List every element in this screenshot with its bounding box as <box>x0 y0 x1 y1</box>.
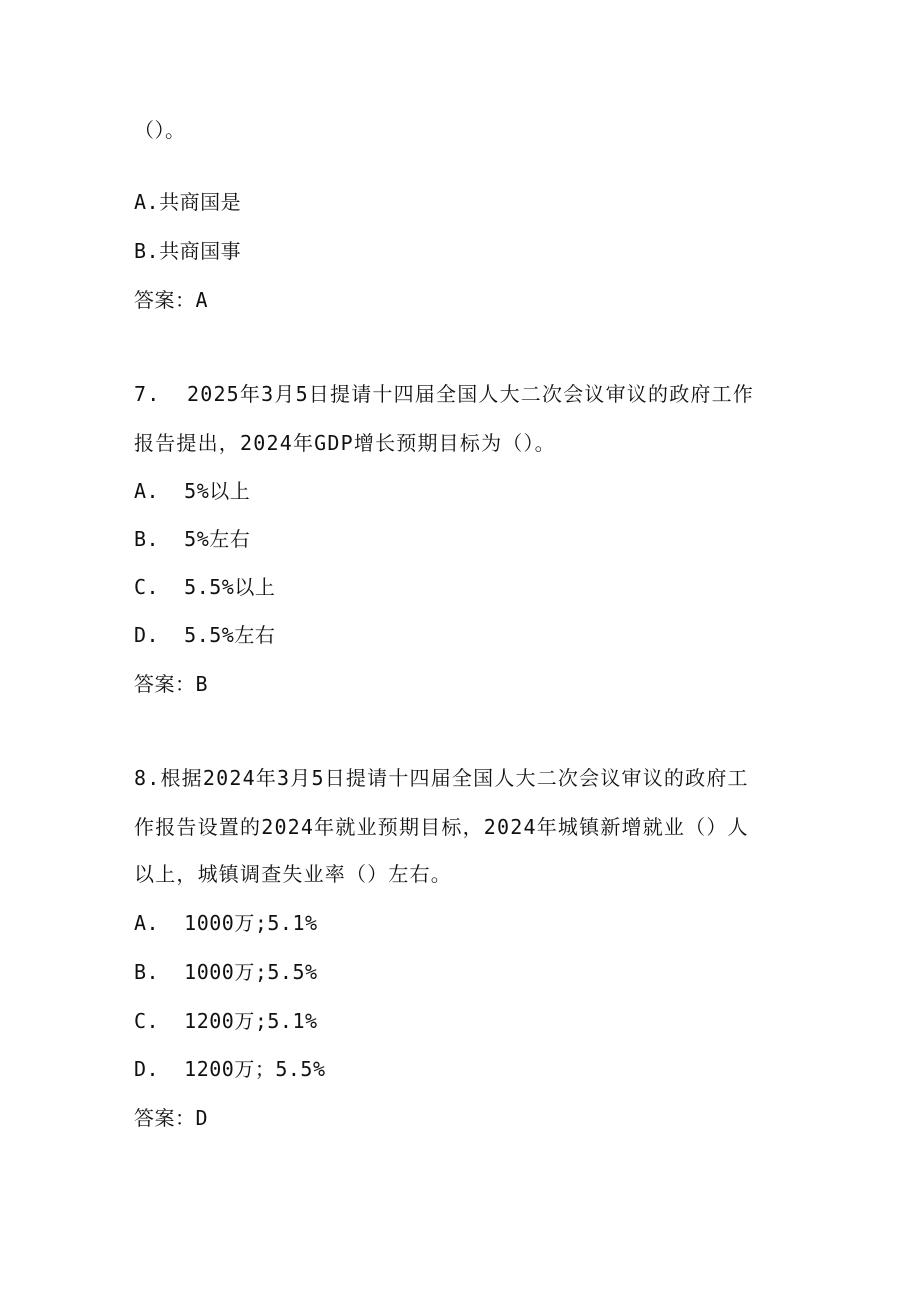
q8-stem-line2: 作报告设置的2024年就业预期目标，2024年城镇新增就业（）人 <box>134 815 749 839</box>
q7-option-d: D. 5.5%左右 <box>134 623 276 647</box>
q6-option-b: B.共商国事 <box>134 239 242 263</box>
q8-option-d: D. 1200万；5.5% <box>134 1057 326 1081</box>
q8-answer: 答案：D <box>134 1106 209 1130</box>
q7-answer: 答案：B <box>134 672 209 696</box>
q7-option-c: C. 5.5%以上 <box>134 575 276 599</box>
q8-stem-line1: 8.根据2024年3月5日提请十四届全国人大二次会议审议的政府工 <box>134 766 749 790</box>
q8-option-a: A. 1000万;5.1% <box>134 911 318 935</box>
q6-stem-end: （）。 <box>134 118 186 142</box>
q7-option-a: A. 5%以上 <box>134 479 251 503</box>
q6-option-a: A.共商国是 <box>134 190 242 214</box>
q6-answer: 答案：A <box>134 288 209 312</box>
q8-option-b: B. 1000万;5.5% <box>134 960 318 984</box>
q7-option-b: B. 5%左右 <box>134 527 251 551</box>
q8-option-c: C. 1200万;5.1% <box>134 1009 318 1033</box>
q7-stem-line1: 7. 2025年3月5日提请十四届全国人大二次会议审议的政府工作 <box>134 382 755 406</box>
q7-stem-line2: 报告提出，2024年GDP增长预期目标为（）。 <box>134 431 556 455</box>
q8-stem-line3: 以上，城镇调查失业率（）左右。 <box>134 862 452 886</box>
